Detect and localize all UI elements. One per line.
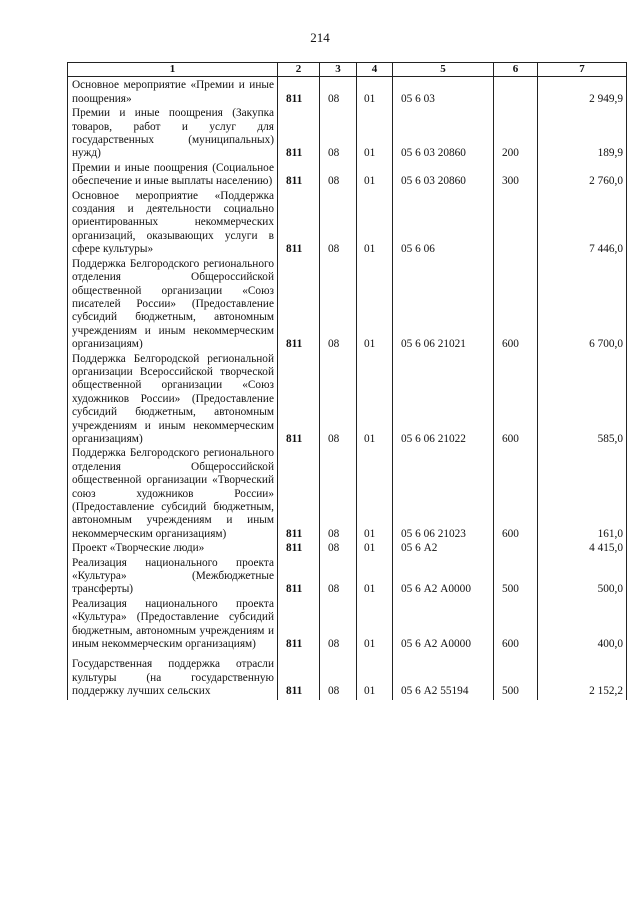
row-amount: 500,0	[538, 557, 627, 598]
row-gr: 811	[278, 658, 320, 699]
table-row	[68, 190, 627, 258]
row-pr: 01	[357, 353, 393, 448]
row-gr: 811	[278, 598, 320, 653]
row-rz: 08	[320, 258, 357, 353]
table-row	[68, 162, 627, 190]
row-rz: 08	[320, 190, 357, 258]
column-header-rz: 3	[320, 63, 357, 77]
row-name: Поддержка Белгородской региональной организации Всероссийской творческой общественной организации «Союз художников России» (Предоставление субсидий бюджетным, автономным учреждениям и иным некоммерческим организациям)	[68, 353, 278, 448]
row-vr	[494, 542, 538, 556]
row-gr: 811	[278, 162, 320, 190]
row-gr: 811	[278, 190, 320, 258]
row-gr: 811	[278, 542, 320, 556]
row-rz: 08	[320, 77, 357, 107]
row-cs: 05 6 06	[393, 190, 494, 258]
row-vr: 600	[494, 353, 538, 448]
row-amount: 400,0	[538, 598, 627, 653]
row-amount: 4 415,0	[538, 542, 627, 556]
row-vr: 300	[494, 162, 538, 190]
row-amount: 6 700,0	[538, 258, 627, 353]
row-name: Реализация национального проекта «Культура» (Межбюджетные трансферты)	[68, 557, 278, 598]
table-row	[68, 77, 627, 107]
row-pr: 01	[357, 190, 393, 258]
row-amount: 2 152,2	[538, 658, 627, 699]
row-name: Основное мероприятие «Премии и иные поощрения»	[68, 77, 278, 107]
row-pr: 01	[357, 658, 393, 699]
column-header-amount: 7	[538, 63, 627, 77]
column-header-cs: 5	[393, 63, 494, 77]
column-header-vr: 6	[494, 63, 538, 77]
table-row	[68, 658, 627, 699]
row-vr: 200	[494, 107, 538, 162]
row-amount: 161,0	[538, 447, 627, 542]
row-cs: 05 6 А2	[393, 542, 494, 556]
row-rz: 08	[320, 162, 357, 190]
table-row	[68, 542, 627, 556]
row-cs: 05 6 06 21023	[393, 447, 494, 542]
row-cs: 05 6 А2 А0000	[393, 598, 494, 653]
row-amount: 2 760,0	[538, 162, 627, 190]
row-name: Проект «Творческие люди»	[68, 542, 278, 556]
row-vr: 500	[494, 557, 538, 598]
column-header-name: 1	[68, 63, 278, 77]
table-row	[68, 353, 627, 448]
row-name: Поддержка Белгородского регионального отделения Общероссийской общественной организации «Творческий союз художников России» (Предоставление субсидий бюджетным, автономным учреждениям и иным некоммерческим организациям)	[68, 447, 278, 542]
row-rz: 08	[320, 353, 357, 448]
row-cs: 05 6 03 20860	[393, 107, 494, 162]
row-gr: 811	[278, 447, 320, 542]
row-vr: 600	[494, 258, 538, 353]
row-gr: 811	[278, 107, 320, 162]
column-header-gr: 2	[278, 63, 320, 77]
row-amount: 7 446,0	[538, 190, 627, 258]
table-row	[68, 447, 627, 542]
row-pr: 01	[357, 447, 393, 542]
row-name: Реализация национального проекта «Культура» (Предоставление субсидий бюджетным, автономным учреждениям и иным некоммерческим организациям)	[68, 598, 278, 653]
row-gr: 811	[278, 258, 320, 353]
row-name: Премии и иные поощрения (Закупка товаров, работ и услуг для государственных (муниципальных) нужд)	[68, 107, 278, 162]
row-vr	[494, 190, 538, 258]
row-gr: 811	[278, 77, 320, 107]
row-rz: 08	[320, 658, 357, 699]
row-pr: 01	[357, 162, 393, 190]
row-pr: 01	[357, 258, 393, 353]
budget-table	[67, 62, 627, 700]
row-name: Государственная поддержка отрасли культуры (на государственную поддержку лучших сельских	[68, 658, 278, 699]
page-number: 214	[310, 30, 330, 45]
row-gr: 811	[278, 557, 320, 598]
table-row	[68, 258, 627, 353]
row-amount: 2 949,9	[538, 77, 627, 107]
row-gr: 811	[278, 353, 320, 448]
row-cs: 05 6 А2 55194	[393, 658, 494, 699]
table-row	[68, 557, 627, 598]
table-header-row	[68, 63, 627, 77]
row-rz: 08	[320, 447, 357, 542]
row-pr: 01	[357, 598, 393, 653]
row-pr: 01	[357, 542, 393, 556]
row-vr: 500	[494, 658, 538, 699]
row-rz: 08	[320, 542, 357, 556]
row-cs: 05 6 06 21022	[393, 353, 494, 448]
row-amount: 585,0	[538, 353, 627, 448]
row-name: Премии и иные поощрения (Социальное обеспечение и иные выплаты населению)	[68, 162, 278, 190]
row-vr	[494, 77, 538, 107]
row-name: Поддержка Белгородского регионального отделения Общероссийской общественной организации «Союз писателей России» (Предоставление субсидий бюджетным, автономным учреждениям и иным некоммерческим организациям)	[68, 258, 278, 353]
row-cs: 05 6 А2 А0000	[393, 557, 494, 598]
row-rz: 08	[320, 598, 357, 653]
row-rz: 08	[320, 557, 357, 598]
row-vr: 600	[494, 598, 538, 653]
row-pr: 01	[357, 77, 393, 107]
row-cs: 05 6 03	[393, 77, 494, 107]
row-cs: 05 6 03 20860	[393, 162, 494, 190]
table-row	[68, 598, 627, 653]
column-header-pr: 4	[357, 63, 393, 77]
row-rz: 08	[320, 107, 357, 162]
row-vr: 600	[494, 447, 538, 542]
row-cs: 05 6 06 21021	[393, 258, 494, 353]
row-pr: 01	[357, 107, 393, 162]
table-row	[68, 107, 627, 162]
row-amount: 189,9	[538, 107, 627, 162]
row-pr: 01	[357, 557, 393, 598]
row-name: Основное мероприятие «Поддержка создания и деятельности социально ориентированных некоммерческих организаций, оказывающих услуги в сфере культуры»	[68, 190, 278, 258]
